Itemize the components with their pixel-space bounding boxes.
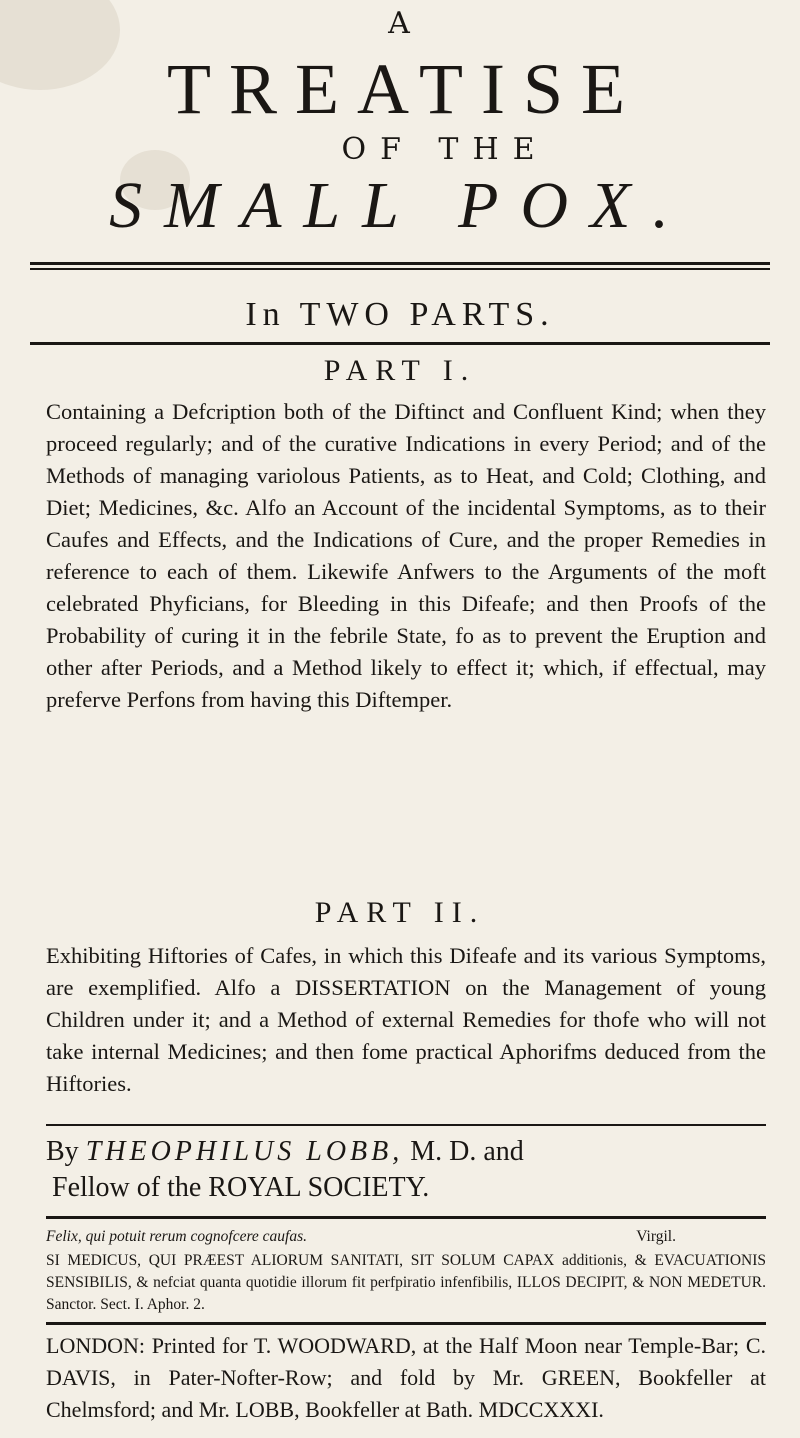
motto-line1: Felix, qui potuit rerum cognofcere caufas. — [46, 1228, 308, 1245]
part1-text: Containing a Defcription both of the Diftinct and Confluent Kind; when they proceed regularly; and of the curative Indications in every Period; and of the Methods of managing variolous Patients, as to Heat, and Cold; Clothing, and Diet; Medicines, &c. Alfo an Account of the incidental Symptoms, as to their Caufes and Effects, and the Indications of Cure, and the proper Remedies in reference to each of them. Likewife Anfwers to the Arguments of the moft celebrated Phyficians, for Bleeding in this Difeafe; and then Proofs of the Probability of curing it in the febrile State, fo as to prevent the Eruption and other after Periods, and a Method likely to effect it; which, if effectual, may preferve Perfons from having this Diftemper. — [46, 399, 766, 712]
title-rule — [30, 262, 770, 265]
imprint-rule — [46, 1322, 766, 1325]
author-name: THEOPHILUS LOBB, — [85, 1136, 404, 1167]
title-article: A — [388, 6, 412, 41]
part2-text: Exhibiting Hiftories of Cafes, in which this Difeafe and its various Symptoms, are exemplified. Alfo a DISSERTATION on the Management of young Children under it; and a Method of external Remedies for thofe who will not take internal Medicines; and then fome practical Aphorifms deduced from the Hiftories. — [46, 943, 766, 1096]
parts-rule — [30, 342, 770, 345]
author-by: By — [46, 1136, 79, 1167]
title-of-the: OF THE — [341, 132, 549, 167]
title-subject: SMALL POX. — [109, 169, 691, 242]
part2-heading: PART II. — [314, 896, 486, 929]
parts-line: In TWO PARTS. — [245, 296, 555, 333]
author-fellowship: Fellow of the ROYAL SOCIETY. — [52, 1172, 430, 1203]
motto-line2-source: Sanctor. Sect. I. Aphor. 2. — [46, 1296, 205, 1313]
title-rule-thin — [30, 268, 770, 270]
part1-heading: PART I. — [323, 354, 477, 387]
title-main: TREATISE — [167, 49, 643, 129]
author-block — [46, 1134, 766, 1206]
imprint-block: LONDON: Printed for T. WOODWARD, at the Half Moon near Temple-Bar; C. DAVIS, in Pater-Nofter-Row; and fold by Mr. GREEN, Bookfeller at Chelmsford; and Mr. LOBB, Bookfeller at Bath. MDCCXXXI. — [46, 1333, 766, 1422]
motto-line2: SI MEDICUS, QUI PRÆEST ALIORUM SANITATI, SIT SOLUM CAPAX additionis, & EVACUATIONIS SENSIBILIS, & nefciat quanta quotidie illorum fit perfpiratio infenfibilis, ILLOS DECIPIT, & NON MEDETUR. — [46, 1252, 766, 1291]
motto-block — [46, 1226, 766, 1316]
author-rule — [46, 1124, 766, 1126]
motto-line1-source: Virgil. — [636, 1228, 676, 1245]
author-degree: M. D. and — [410, 1136, 524, 1167]
motto-rule — [46, 1216, 766, 1219]
